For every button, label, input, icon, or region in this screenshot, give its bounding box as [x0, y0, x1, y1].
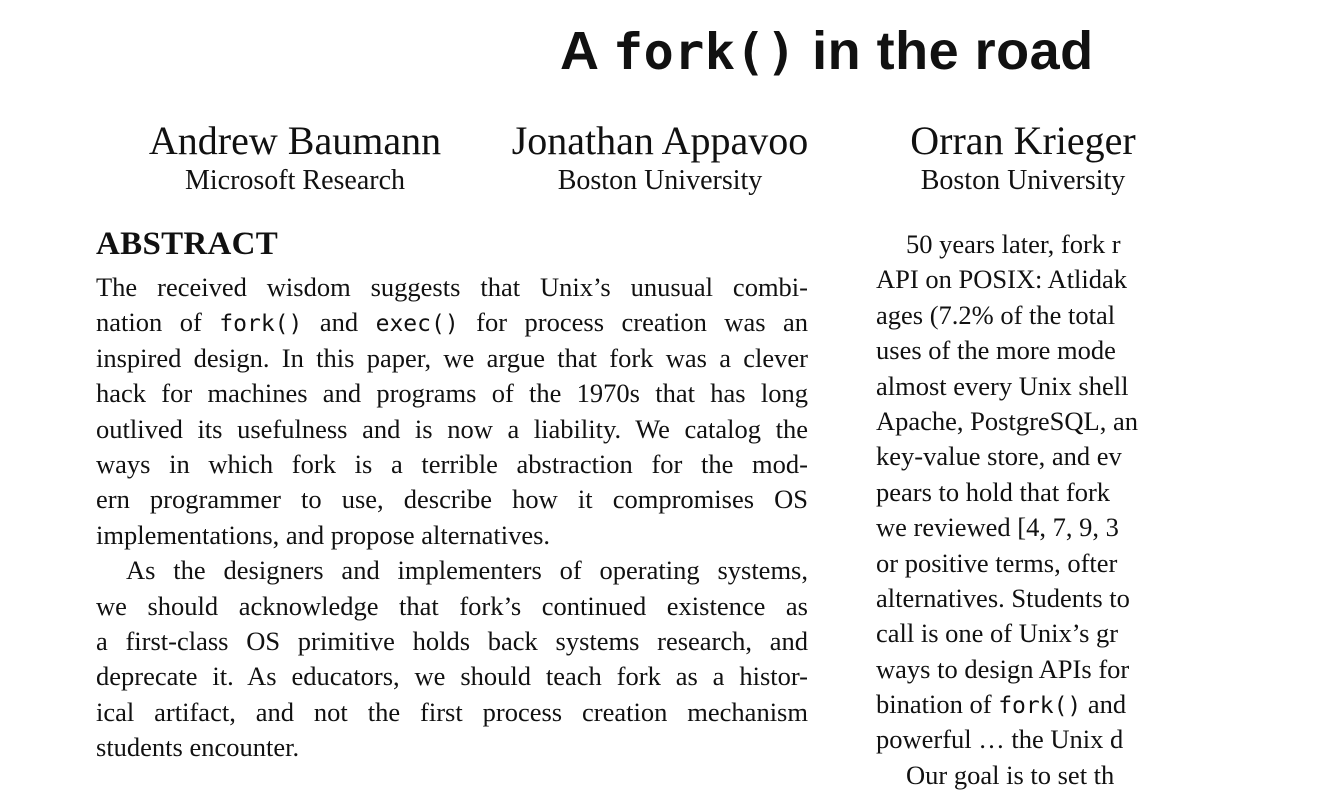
text-fragment: for process creation was an: [458, 307, 809, 338]
text-line: Apache, PostgreSQL, an: [876, 405, 1138, 436]
text-fragment: and: [302, 307, 376, 338]
right-column-text: [876, 227, 1336, 793]
text-fragment: and: [1081, 689, 1127, 720]
inline-code: fork(): [219, 311, 303, 338]
text-line: inspired design. In this paper, we argue that fork was a clever: [96, 342, 808, 373]
text-line: uses of the more mode: [876, 335, 1116, 366]
text-line: or positive terms, ofter: [876, 547, 1118, 578]
text-line: almost every Unix shell: [876, 370, 1129, 401]
text-line: ern programmer to use, describe how it compromises OS: [96, 484, 808, 515]
text-line: ages (7.2% of the total: [876, 299, 1116, 330]
text-line: 50 years later, fork r: [906, 229, 1121, 259]
text-line: As the designers and implementers of operating systems,: [126, 555, 808, 586]
text-line: Our goal is to set th: [906, 759, 1115, 790]
text-line: ways in which fork is a terrible abstraction for the mod-: [96, 448, 808, 479]
text-line: pears to hold that fork: [876, 476, 1111, 507]
text-line: API on POSIX: Atlidak: [876, 264, 1128, 295]
paper-title: [560, 18, 1094, 85]
text-line: a first-class OS primitive holds back systems research, and: [96, 625, 808, 656]
author-name: Orran Krieger: [910, 118, 1136, 163]
text-line: ways to design APIs for: [876, 653, 1130, 684]
author-name: Jonathan Appavoo: [511, 118, 809, 163]
author-affiliation: Microsoft Research: [184, 165, 406, 196]
text-line: powerful … the Unix d: [876, 724, 1124, 755]
author-affiliation: Boston University: [557, 165, 763, 196]
title-suffix: in the road: [796, 21, 1094, 81]
abstract-heading: ABSTRACT: [96, 226, 279, 262]
abstract-body: [96, 270, 808, 765]
text-fragment: bination of: [876, 689, 999, 720]
text-line: key-value store, and ev: [876, 441, 1122, 472]
text-line: implementations, and propose alternatives.: [96, 519, 551, 550]
text-line: outlived its usefulness and is now a liability. We catalog the: [96, 413, 808, 444]
text-fragment: nation of: [96, 307, 220, 338]
author-block: [893, 118, 1153, 198]
text-line: [876, 687, 1336, 722]
author-block: [490, 118, 830, 198]
text-line: ical artifact, and not the first process creation mechanism: [96, 696, 808, 727]
text-line: we should acknowledge that fork’s continued existence as: [96, 590, 808, 621]
text-line: The received wisdom suggests that Unix’s unusual combi-: [96, 272, 808, 302]
title-prefix: A: [560, 21, 613, 81]
author-name: Andrew Baumann: [148, 118, 442, 163]
text-line: [96, 305, 808, 340]
text-line: deprecate it. As educators, we should teach fork as a histor-: [96, 661, 808, 692]
inline-code: exec(): [375, 311, 459, 338]
author-affiliation: Boston University: [920, 165, 1126, 196]
text-line: we reviewed [4, 7, 9, 3: [876, 512, 1119, 543]
text-line: students encounter.: [96, 732, 300, 763]
author-block: [130, 118, 460, 198]
text-line: alternatives. Students to: [876, 582, 1130, 613]
abstract-paragraph: [96, 270, 808, 553]
title-code: fork(): [613, 23, 797, 81]
abstract-paragraph: [96, 553, 808, 765]
inline-code: fork(): [998, 693, 1082, 720]
text-line: call is one of Unix’s gr: [876, 618, 1119, 649]
text-line: hack for machines and programs of the 1970s that has long: [96, 378, 808, 409]
